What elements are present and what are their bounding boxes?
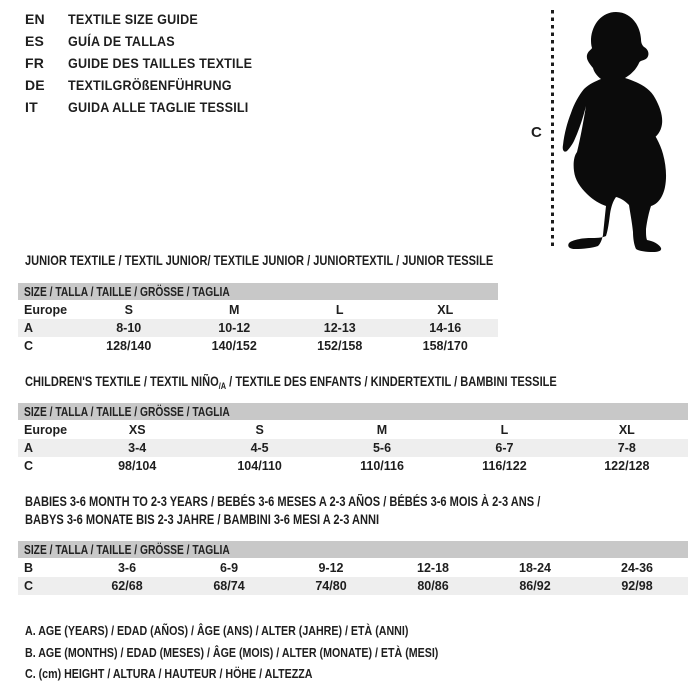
table-header-text: SIZE / TALLA / TAILLE / GRÖSSE / TAGLIA (24, 542, 230, 557)
language-title: GUIDA ALLE TAGLIE TESSILI (68, 99, 249, 115)
language-row (25, 52, 273, 74)
size-cell: 68/74 (213, 579, 245, 593)
section-title-text: BABIES 3-6 MONTH TO 2-3 YEARS / BEBÉS 3-6 MESES A 2-3 AÑOS / BÉBÉS 3-6 MOIS À 2-3 ANS / (25, 494, 541, 509)
legend-line-b: B. AGE (MONTHS) / EDAD (MESES) / ÂGE (MOIS) / ALTER (MONATE) / ETÀ (MESI) (25, 644, 439, 660)
language-code: FR (25, 55, 45, 71)
size-cell: 12-18 (417, 561, 449, 575)
language-row (25, 8, 273, 30)
child-silhouette-icon (556, 8, 697, 254)
section-title-text: JUNIOR TEXTILE / TEXTIL JUNIOR/ TEXTILE JUNIOR / JUNIORTEXTIL / JUNIOR TESSILE (25, 253, 494, 268)
size-cell: 74/80 (315, 579, 347, 593)
section-title-text: BABYS 3-6 MONATE BIS 2-3 JAHRE / BAMBINI 3-6 MESI A 2-3 ANNI (25, 512, 380, 527)
section-title-babies (25, 494, 653, 530)
table-row (18, 457, 688, 475)
table-row (18, 439, 688, 457)
table-header-bar (18, 283, 498, 300)
size-cell: 98/104 (118, 459, 157, 473)
size-cell: 86/92 (519, 579, 551, 593)
height-dashed-line (551, 10, 554, 246)
size-cell: 14-16 (429, 321, 462, 335)
junior-size-table (18, 283, 498, 355)
language-code: EN (25, 11, 45, 27)
size-cell: 12-13 (323, 321, 356, 335)
section-title-children (25, 374, 674, 389)
language-title: TEXTILE SIZE GUIDE (68, 11, 198, 27)
row-label: C (24, 459, 34, 473)
size-cell: 92/98 (621, 579, 653, 593)
language-row (25, 74, 273, 96)
size-cell: 8-10 (116, 321, 142, 335)
size-cell: 140/152 (211, 339, 257, 353)
size-cell: 5-6 (372, 441, 392, 455)
table-row (18, 337, 498, 355)
table-row (18, 577, 688, 595)
language-row (25, 30, 273, 52)
size-cell: S (255, 423, 264, 437)
table-row (18, 301, 498, 319)
size-cell: L (335, 303, 344, 317)
size-cell: 3-6 (117, 561, 137, 575)
size-cell: 80/86 (417, 579, 449, 593)
size-cell: 128/140 (106, 339, 152, 353)
row-label: C (24, 339, 34, 353)
children-size-table (18, 403, 688, 475)
size-cell: M (376, 423, 388, 437)
size-cell: 6-7 (495, 441, 514, 455)
table-header-bar (18, 541, 688, 558)
row-label: A (24, 321, 34, 335)
size-cell: 158/170 (422, 339, 468, 353)
row-label: Europe (24, 423, 68, 437)
size-cell: 4-5 (250, 441, 269, 455)
table-body (18, 559, 688, 595)
measure-legend (25, 623, 529, 688)
size-cell: 3-4 (128, 441, 147, 455)
legend-line-a: A. AGE (YEARS) / EDAD (AÑOS) / ÂGE (ANS) / ALTER (JAHRE) / ETÀ (ANNI) (25, 623, 409, 638)
table-row (18, 559, 688, 577)
size-cell: 104/110 (237, 459, 282, 473)
language-code: DE (25, 77, 45, 93)
language-code: IT (25, 99, 38, 115)
table-header-text: SIZE / TALLA / TAILLE / GRÖSSE / TAGLIA (24, 284, 230, 299)
section-title-junior (25, 253, 596, 268)
size-cell: 6-9 (219, 561, 239, 575)
language-title: TEXTILGRÖßENFÜHRUNG (68, 77, 232, 93)
size-cell: S (124, 303, 133, 317)
size-cell: 62/68 (111, 579, 143, 593)
row-label: Europe (24, 303, 68, 317)
table-body (18, 421, 688, 475)
language-code: ES (25, 33, 45, 49)
language-list (25, 8, 273, 118)
babies-size-table (18, 541, 688, 595)
table-header-text: SIZE / TALLA / TAILLE / GRÖSSE / TAGLIA (24, 404, 230, 419)
table-row (18, 421, 688, 439)
size-cell: 116/122 (482, 459, 527, 473)
size-cell: 24-36 (621, 561, 653, 575)
title-subscript: /A (218, 381, 227, 391)
size-cell: L (500, 423, 509, 437)
size-cell: 18-24 (519, 561, 551, 575)
table-row (18, 319, 498, 337)
language-row (25, 96, 273, 118)
table-body (18, 301, 498, 355)
size-cell: XS (128, 423, 146, 437)
size-cell: 152/158 (317, 339, 363, 353)
table-header-bar (18, 403, 688, 420)
section-title-text: CHILDREN'S TEXTILE / TEXTIL $NIÑO_{/A}$ / TEXTILE DES ENFANTS / KINDERTEXTIL / BAMBINI TESSILE (25, 374, 557, 391)
row-label: A (24, 441, 34, 455)
language-title: GUÍA DE TALLAS (68, 33, 175, 49)
legend-line-c: C. (cm) HEIGHT / ALTURA / HAUTEUR / HÖHE / ALTEZZA (25, 666, 313, 681)
size-cell: 9-12 (318, 561, 344, 575)
size-cell: 110/116 (360, 459, 404, 473)
language-title: GUIDE DES TAILLES TEXTILE (68, 55, 253, 71)
size-cell: XL (618, 423, 635, 437)
size-cell: 10-12 (218, 321, 251, 335)
row-label: C (24, 579, 34, 593)
size-cell: 122/128 (604, 459, 650, 473)
size-cell: M (229, 303, 240, 317)
size-cell: 7-8 (617, 441, 636, 455)
measure-c-label: C (531, 124, 542, 141)
size-cell: XL (437, 303, 454, 317)
row-label: B (24, 561, 34, 575)
